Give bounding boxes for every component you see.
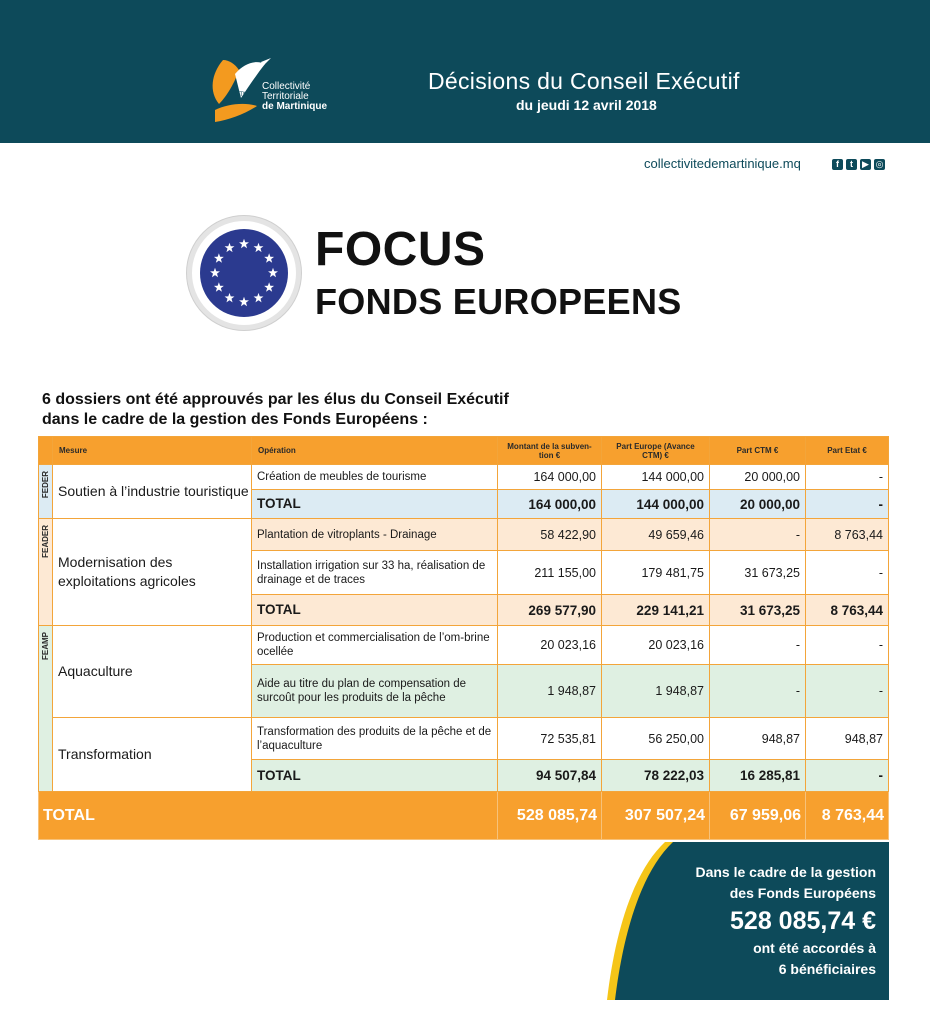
- fund-label-feamp: FEAMP: [39, 626, 53, 792]
- focus-title: FOCUS: [315, 223, 486, 276]
- operation-cell: TOTAL: [252, 490, 498, 519]
- focus-subtitle: FONDS EUROPEENS: [315, 281, 682, 322]
- callout-line-1: Dans le cadre de la gestion: [695, 864, 876, 880]
- etat-cell: -: [806, 490, 889, 519]
- europe-cell: 20 023,16: [602, 626, 710, 665]
- operation-cell: Aide au titre du plan de compensation de surcoût pour les produits de la pêche: [252, 665, 498, 718]
- europe-cell: 144 000,00: [602, 490, 710, 519]
- ctm-cell: 31 673,25: [710, 551, 806, 595]
- montant-cell: 164 000,00: [498, 490, 602, 519]
- header-ctm: Part CTM €: [710, 437, 806, 465]
- table-row: [39, 626, 889, 665]
- header-operation: Opération: [252, 437, 498, 465]
- table-row: [39, 718, 889, 760]
- etat-cell: -: [806, 626, 889, 665]
- logo-mark: CTM: [235, 92, 248, 98]
- europe-cell: 49 659,46: [602, 519, 710, 551]
- europe-cell: 78 222,03: [602, 760, 710, 792]
- montant-cell: 58 422,90: [498, 519, 602, 551]
- ctm-cell: 31 673,25: [710, 595, 806, 626]
- intro-text: [42, 390, 509, 430]
- montant-cell: 72 535,81: [498, 718, 602, 760]
- etat-cell: -: [806, 665, 889, 718]
- table-row: [39, 465, 889, 490]
- ctm-cell: -: [710, 626, 806, 665]
- header-band: [0, 0, 930, 143]
- grand-total-row: [39, 792, 889, 840]
- operation-cell: Transformation des produits de la pêche et de l’aquaculture: [252, 718, 498, 760]
- etat-cell: 948,87: [806, 718, 889, 760]
- table-row: [39, 519, 889, 551]
- callout-line-2: des Fonds Européens: [729, 885, 876, 901]
- grand-total-ctm: 67 959,06: [710, 792, 806, 840]
- europe-cell: 229 141,21: [602, 595, 710, 626]
- logo-wordmark: [262, 82, 332, 112]
- operation-cell: Création de meubles de tourisme: [252, 465, 498, 490]
- measure-cell: Transformation: [53, 718, 252, 792]
- operation-cell: Plantation de vitroplants - Drainage: [252, 519, 498, 551]
- europe-cell: 179 481,75: [602, 551, 710, 595]
- header-fund: [39, 437, 53, 465]
- facebook-icon[interactable]: f: [832, 159, 843, 170]
- website-link[interactable]: collectivitedemartinique.mq: [644, 156, 801, 171]
- etat-cell: -: [806, 760, 889, 792]
- ctm-cell: -: [710, 665, 806, 718]
- ctm-cell: -: [710, 519, 806, 551]
- ctm-cell: 948,87: [710, 718, 806, 760]
- callout-line-4: 6 bénéficiaires: [778, 961, 876, 977]
- eu-flag-icon: [199, 228, 289, 318]
- europe-cell: 1 948,87: [602, 665, 710, 718]
- montant-cell: 164 000,00: [498, 465, 602, 490]
- fund-label-feder: FEDER: [39, 465, 53, 519]
- montant-cell: 269 577,90: [498, 595, 602, 626]
- ctm-cell: 16 285,81: [710, 760, 806, 792]
- header-europe: Part Europe (Avance CTM) €: [602, 437, 710, 465]
- header-montant: Montant de la subven-tion €: [498, 437, 602, 465]
- table-header-row: [39, 437, 889, 465]
- montant-cell: 211 155,00: [498, 551, 602, 595]
- montant-cell: 20 023,16: [498, 626, 602, 665]
- twitter-icon[interactable]: t: [846, 159, 857, 170]
- callout-amount: 528 085,74 €: [730, 907, 876, 935]
- logo-line-1: Collectivité: [262, 81, 311, 92]
- ctm-cell: 20 000,00: [710, 465, 806, 490]
- etat-cell: -: [806, 551, 889, 595]
- etat-cell: 8 763,44: [806, 519, 889, 551]
- summary-callout-text: [640, 862, 876, 980]
- europe-cell: 144 000,00: [602, 465, 710, 490]
- operation-cell: TOTAL: [252, 595, 498, 626]
- youtube-icon[interactable]: ▶: [860, 159, 871, 170]
- funding-table: [38, 436, 889, 840]
- etat-cell: 8 763,44: [806, 595, 889, 626]
- operation-cell: Production et commercialisation de l’om-brine ocellée: [252, 626, 498, 665]
- etat-cell: -: [806, 465, 889, 490]
- operation-cell: Installation irrigation sur 33 ha, réalisation de drainage et de traces: [252, 551, 498, 595]
- fund-label-feader: FEADER: [39, 519, 53, 626]
- header-mesure: Mesure: [53, 437, 252, 465]
- measure-cell: Soutien à l’industrie touristique: [53, 465, 252, 519]
- page-subtitle: du jeudi 12 avril 2018: [516, 97, 657, 113]
- intro-line-2: dans le cadre de la gestion des Fonds Européens :: [42, 411, 428, 428]
- operation-cell: TOTAL: [252, 760, 498, 792]
- page-title: Décisions du Conseil Exécutif: [428, 68, 740, 94]
- measure-cell: Aquaculture: [53, 626, 252, 718]
- montant-cell: 94 507,84: [498, 760, 602, 792]
- europe-cell: 56 250,00: [602, 718, 710, 760]
- measure-cell: Modernisation des exploitations agricoles: [53, 519, 252, 626]
- ctm-cell: 20 000,00: [710, 490, 806, 519]
- logo-line-2: Territoriale: [262, 91, 309, 102]
- intro-line-1: 6 dossiers ont été approuvés par les élus du Conseil Exécutif: [42, 391, 509, 408]
- header-etat: Part Etat €: [806, 437, 889, 465]
- grand-total-etat: 8 763,44: [806, 792, 889, 840]
- grand-total-europe: 307 507,24: [602, 792, 710, 840]
- montant-cell: 1 948,87: [498, 665, 602, 718]
- grand-total-montant: 528 085,74: [498, 792, 602, 840]
- grand-total-label: TOTAL: [39, 792, 498, 840]
- callout-line-3: ont été accordés à: [753, 940, 876, 956]
- instagram-icon[interactable]: ◎: [875, 159, 884, 169]
- logo-line-3: de Martinique: [262, 101, 328, 112]
- social-icons: [832, 159, 885, 170]
